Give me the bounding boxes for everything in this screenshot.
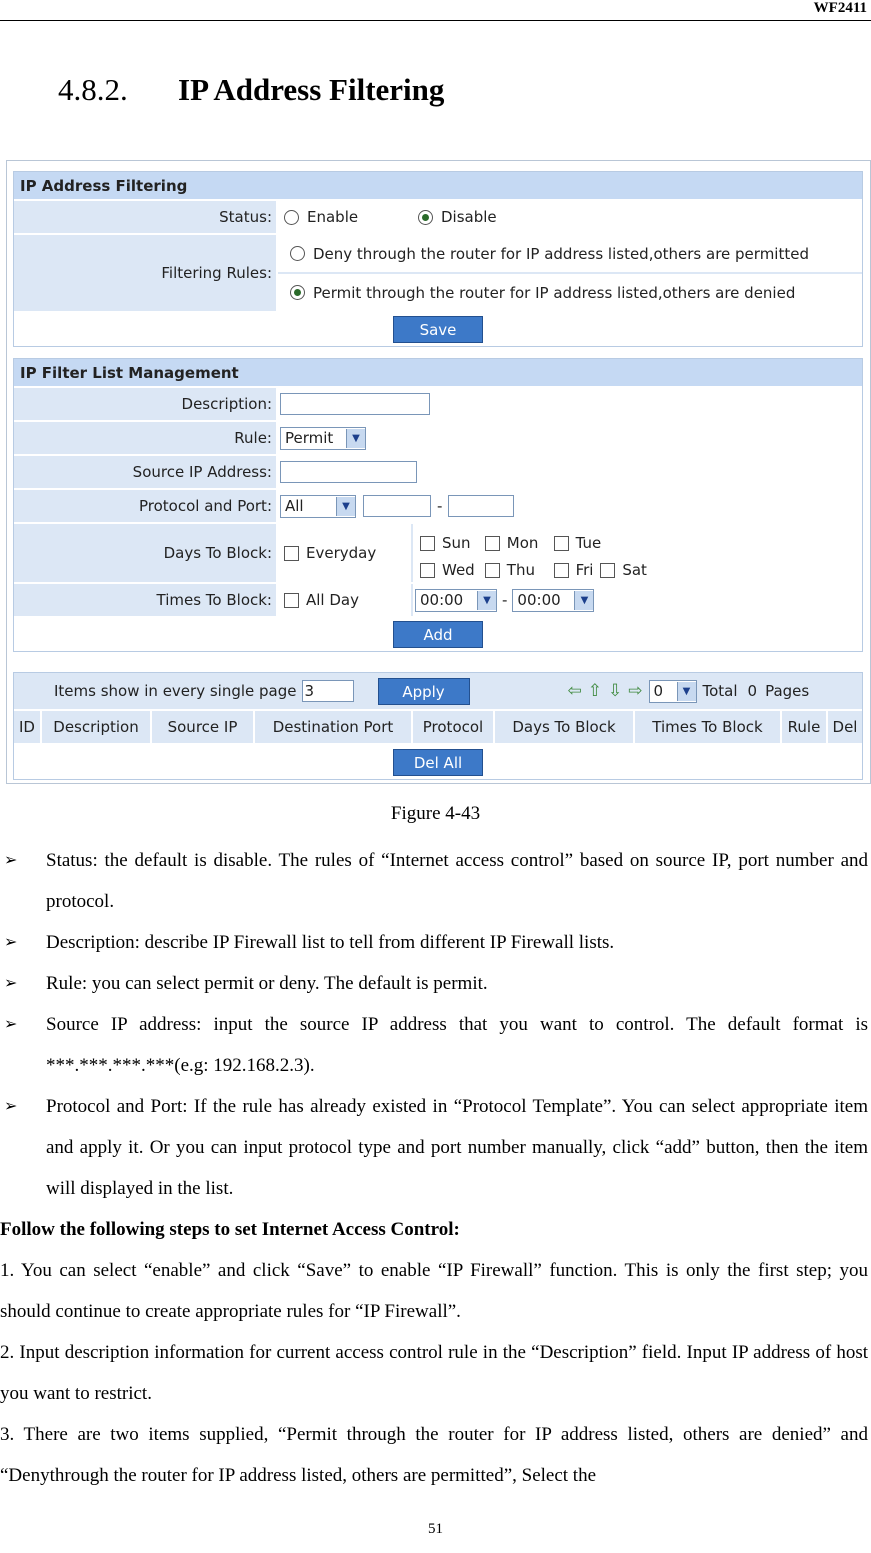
allday-label: All Day — [306, 591, 359, 609]
bullet-item — [0, 840, 868, 922]
section-title: IP Address Filtering — [178, 72, 445, 107]
permit-radio[interactable] — [290, 285, 305, 300]
ip-filter-table-panel — [13, 672, 863, 780]
bullet-item — [0, 1004, 868, 1086]
steps-heading: Follow the following steps to set Internet Access Control: — [0, 1219, 460, 1240]
permit-option-label: Permit through the router for IP address listed,others are denied — [313, 283, 796, 302]
time-end-value: 00:00 — [517, 591, 561, 609]
del-all-button[interactable]: Del All — [393, 749, 483, 776]
day-label-mon: Mon — [506, 534, 539, 552]
rule-label: Rule: — [14, 422, 278, 454]
filtering-rules-label: Filtering Rules: — [14, 235, 278, 311]
ip-filter-list-panel — [13, 358, 863, 652]
port-start-input[interactable] — [363, 495, 431, 517]
allday-checkbox[interactable] — [284, 593, 299, 608]
router-ui-screenshot — [6, 160, 871, 784]
day-label-fri: Fri — [575, 561, 594, 579]
bullet-item — [0, 1086, 868, 1209]
chevron-down-icon: ▼ — [677, 682, 696, 701]
header-divider — [0, 20, 871, 21]
disable-radio[interactable] — [418, 210, 433, 225]
arrow-bullet-icon: ➢ — [4, 1098, 18, 1115]
deny-option-label: Deny through the router for IP address listed,others are permitted — [313, 244, 809, 263]
time-end-select[interactable] — [512, 589, 594, 612]
chevron-down-icon: ▼ — [336, 497, 355, 516]
port-separator: - — [437, 497, 443, 515]
step-paragraph: 2. Input description information for current access control rule in the “Description” field. Input IP address of host you want to restrict. — [0, 1342, 868, 1404]
column-header-source-ip: Source IP — [152, 711, 255, 743]
thu-checkbox[interactable] — [485, 563, 500, 578]
time-start-select[interactable] — [415, 589, 497, 612]
bullet-item — [0, 922, 868, 963]
day-label-sun: Sun — [442, 534, 471, 552]
add-button[interactable]: Add — [393, 621, 483, 648]
page-select[interactable] — [649, 680, 697, 703]
step-paragraph: 3. There are two items supplied, “Permit through the router for IP address listed, others are denied” and “Denythrough the router for IP address listed, others are permitted”, Select the — [0, 1424, 868, 1486]
tue-checkbox[interactable] — [554, 536, 569, 551]
chevron-down-icon: ▼ — [477, 591, 496, 610]
document-model-header: WF2411 — [813, 0, 867, 16]
column-header-times-to-block: Times To Block — [635, 711, 782, 743]
days-row — [14, 524, 862, 584]
sun-checkbox[interactable] — [420, 536, 435, 551]
table-header-row — [14, 711, 862, 745]
day-label-thu: Thu — [506, 561, 535, 579]
total-value: 0 — [747, 682, 758, 700]
section-heading — [58, 72, 444, 108]
next-page-icon[interactable]: ⇩ — [608, 681, 623, 701]
save-button[interactable]: Save — [393, 316, 483, 343]
arrow-bullet-icon: ➢ — [4, 975, 18, 992]
time-start-value: 00:00 — [420, 591, 464, 609]
fri-checkbox[interactable] — [554, 563, 569, 578]
days-label: Days To Block: — [14, 524, 278, 582]
items-per-page-label: Items show in every single page — [54, 682, 297, 700]
column-header-id: ID — [14, 711, 42, 743]
protocol-select[interactable] — [280, 495, 356, 518]
column-header-days-to-block: Days To Block — [495, 711, 635, 743]
source-ip-input[interactable] — [280, 461, 417, 483]
chevron-down-icon: ▼ — [346, 429, 365, 448]
status-row — [14, 201, 862, 235]
time-separator: - — [502, 591, 508, 609]
deny-radio[interactable] — [290, 246, 305, 261]
pagination-bar — [14, 673, 862, 711]
arrow-bullet-icon: ➢ — [4, 1016, 18, 1033]
pages-label: Pages — [765, 682, 810, 700]
arrow-bullet-icon: ➢ — [4, 852, 18, 869]
bullet-text: Source IP address: input the source IP address that you want to control. The default format is ***.***.***.***(e.g: 192.168.2.3). — [46, 1014, 868, 1076]
protocol-port-row — [14, 490, 862, 524]
source-ip-label: Source IP Address: — [14, 456, 278, 488]
description-row — [14, 388, 862, 422]
protocol-port-label: Protocol and Port: — [14, 490, 278, 522]
times-label: Times To Block: — [14, 584, 278, 616]
column-header-rule: Rule — [782, 711, 828, 743]
everyday-checkbox[interactable] — [284, 546, 299, 561]
filtering-rules-row — [14, 235, 862, 313]
wed-checkbox[interactable] — [420, 563, 435, 578]
day-label-wed: Wed — [442, 561, 475, 579]
protocol-select-value: All — [285, 497, 304, 515]
column-header-destination-port: Destination Port — [255, 711, 413, 743]
times-row — [14, 584, 862, 618]
description-label: Description: — [14, 388, 278, 420]
bullet-item — [0, 963, 868, 1004]
section-number: 4.8.2. — [58, 72, 128, 107]
column-header-del: Del — [832, 718, 858, 736]
column-header-protocol: Protocol — [413, 711, 495, 743]
enable-label: Enable — [307, 208, 359, 226]
status-label: Status: — [14, 201, 278, 233]
step-paragraph: 1. You can select “enable” and click “Save” to enable “IP Firewall” function. This is only the first step; you should continue to create appropriate rules for “IP Firewall”. — [0, 1260, 868, 1322]
apply-button[interactable]: Apply — [378, 678, 470, 705]
body-text — [0, 840, 868, 1496]
description-input[interactable] — [280, 393, 430, 415]
bullet-text: Description: describe IP Firewall list to tell from different IP Firewall lists. — [46, 932, 615, 953]
previous-page-icon[interactable]: ⇧ — [587, 681, 602, 701]
ip-filter-list-panel-title: IP Filter List Management — [14, 359, 862, 388]
rule-select-value: Permit — [285, 429, 334, 447]
page-select-value: 0 — [653, 682, 664, 700]
first-page-icon[interactable]: ⇦ — [567, 681, 582, 701]
day-label-tue: Tue — [575, 534, 602, 552]
chevron-down-icon: ▼ — [574, 591, 593, 610]
bullet-text: Protocol and Port: If the rule has already existed in “Protocol Template”. You can select appropriate item and apply it. Or you can input protocol type and port number manually, click “add” button, then the item will displayed in the list. — [46, 1096, 868, 1199]
sat-checkbox[interactable] — [600, 563, 615, 578]
items-per-page-input[interactable]: 3 — [302, 680, 354, 702]
enable-radio[interactable] — [284, 210, 299, 225]
total-label: Total — [702, 682, 738, 700]
bullet-text: Status: the default is disable. The rules of “Internet access control” based on source IP, port number and protocol. — [46, 850, 868, 912]
rule-row — [14, 422, 862, 456]
mon-checkbox[interactable] — [485, 536, 500, 551]
day-label-sat: Sat — [622, 561, 647, 579]
ip-filtering-panel — [13, 171, 863, 347]
everyday-label: Everyday — [306, 544, 377, 562]
figure-caption: Figure 4-43 — [390, 803, 481, 824]
source-ip-row — [14, 456, 862, 490]
arrow-bullet-icon: ➢ — [4, 934, 18, 951]
disable-label: Disable — [441, 208, 497, 226]
rule-select[interactable] — [280, 427, 366, 450]
bullet-text: Rule: you can select permit or deny. The default is permit. — [46, 973, 488, 994]
column-header-description: Description — [42, 711, 152, 743]
ip-filtering-panel-title: IP Address Filtering — [14, 172, 862, 201]
page-number: 51 — [428, 1521, 443, 1537]
last-page-icon[interactable]: ⇨ — [628, 681, 643, 701]
port-end-input[interactable] — [448, 495, 514, 517]
